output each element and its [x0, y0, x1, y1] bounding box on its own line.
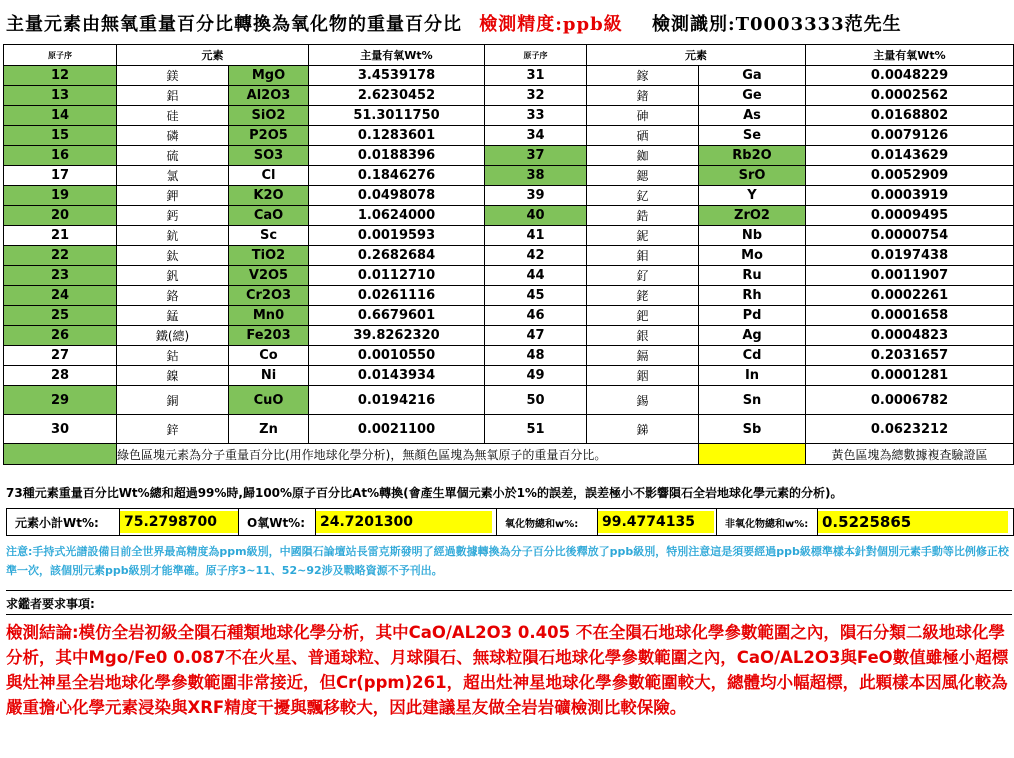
content-value-cell: 0.0079126 — [806, 126, 1014, 146]
divider — [6, 590, 1012, 591]
formula-cell: Zn — [229, 415, 309, 444]
content-value-cell: 0.2682684 — [309, 246, 485, 266]
element-name-cell: 鈀 — [587, 306, 699, 326]
formula-cell: Cd — [699, 346, 806, 366]
content-value-cell: 0.1283601 — [309, 126, 485, 146]
content-value-cell: 0.0011907 — [806, 266, 1014, 286]
atomic-no-cell: 13 — [4, 86, 117, 106]
table-row — [4, 166, 1014, 186]
table-row — [4, 266, 1014, 286]
formula-cell: SrO — [699, 166, 806, 186]
atomic-no-cell: 17 — [4, 166, 117, 186]
title-id: 檢測識別:T0003333范先生 — [651, 14, 902, 35]
content-value-cell: 0.0197438 — [806, 246, 1014, 266]
element-name-cell: 鈧 — [117, 226, 229, 246]
element-name-cell: 鉬 — [587, 246, 699, 266]
atomic-no-cell: 25 — [4, 306, 117, 326]
formula-cell: Al2O3 — [229, 86, 309, 106]
formula-cell: Cr2O3 — [229, 286, 309, 306]
table-row — [4, 86, 1014, 106]
table-row — [4, 126, 1014, 146]
element-name-cell: 銠 — [587, 286, 699, 306]
element-name-cell: 釔 — [587, 186, 699, 206]
element-name-cell: 鍶 — [587, 166, 699, 186]
formula-cell: Fe203 — [229, 326, 309, 346]
element-name-cell: 釕 — [587, 266, 699, 286]
element-name-cell: 砷 — [587, 106, 699, 126]
element-name-cell: 鋯 — [587, 206, 699, 226]
content-value-cell: 0.0009495 — [806, 206, 1014, 226]
content-value-cell: 0.0000754 — [806, 226, 1014, 246]
content-value-cell: 0.0168802 — [806, 106, 1014, 126]
atomic-no-cell: 42 — [485, 246, 587, 266]
table-row — [4, 366, 1014, 386]
atomic-no-cell: 39 — [485, 186, 587, 206]
element-name-cell: 錳 — [117, 306, 229, 326]
formula-cell: P2O5 — [229, 126, 309, 146]
element-name-cell: 鉻 — [117, 286, 229, 306]
header-element-right: 元素 — [587, 45, 806, 66]
table-row — [4, 186, 1014, 206]
formula-cell: Pd — [699, 306, 806, 326]
atomic-no-cell: 44 — [485, 266, 587, 286]
element-name-cell: 鉀 — [117, 186, 229, 206]
formula-cell: TiO2 — [229, 246, 309, 266]
formula-cell: Rb2O — [699, 146, 806, 166]
content-value-cell: 0.2031657 — [806, 346, 1014, 366]
content-value-cell: 51.3011750 — [309, 106, 485, 126]
table-row — [4, 226, 1014, 246]
atomic-no-cell: 34 — [485, 126, 587, 146]
content-value-cell: 39.8262320 — [309, 326, 485, 346]
formula-cell: Ag — [699, 326, 806, 346]
legend-row — [4, 444, 1014, 465]
green-legend-text: 綠色區塊元素為分子重量百分比(用作地球化學分析)，無顏色區塊為無氧原子的重量百分比。 — [117, 444, 699, 465]
element-name-cell: 硒 — [587, 126, 699, 146]
atomic-no-cell: 20 — [4, 206, 117, 226]
atomic-no-cell: 47 — [485, 326, 587, 346]
content-value-cell: 0.0048229 — [806, 66, 1014, 86]
atomic-no-cell: 27 — [4, 346, 117, 366]
element-name-cell: 銅 — [117, 386, 229, 415]
atomic-no-cell: 41 — [485, 226, 587, 246]
non-oxide-label: 非氧化物總和w%: — [725, 518, 809, 530]
content-value-cell: 0.0002261 — [806, 286, 1014, 306]
atomic-no-cell: 26 — [4, 326, 117, 346]
table-row — [4, 246, 1014, 266]
atomic-no-cell: 28 — [4, 366, 117, 386]
content-value-cell: 0.0006782 — [806, 386, 1014, 415]
non-oxide-value: 0.5225865 — [818, 511, 1008, 533]
yellow-legend-text: 黃色區塊為總數據複查驗證區 — [806, 444, 1014, 465]
formula-cell: Co — [229, 346, 309, 366]
element-name-cell: 釩 — [117, 266, 229, 286]
table-row — [4, 346, 1014, 366]
normalization-note: 73種元素重量百分比Wt%總和超過99%時,歸100%原子百分比At%轉換(會產生單個元素小於1%的誤差，誤差極小不影響隕石全岩地球化學元素的分析)。 — [6, 486, 843, 500]
element-name-cell: 銻 — [587, 415, 699, 444]
formula-cell: Sb — [699, 415, 806, 444]
formula-cell: Y — [699, 186, 806, 206]
oxygen-label: O氧Wt%: — [247, 515, 305, 530]
element-name-cell: 鎳 — [117, 366, 229, 386]
content-value-cell: 3.4539178 — [309, 66, 485, 86]
atomic-no-cell: 32 — [485, 86, 587, 106]
table-row — [4, 326, 1014, 346]
formula-cell: Cl — [229, 166, 309, 186]
atomic-no-cell: 33 — [485, 106, 587, 126]
formula-cell: Ru — [699, 266, 806, 286]
content-value-cell: 0.0623212 — [806, 415, 1014, 444]
atomic-no-cell: 14 — [4, 106, 117, 126]
formula-cell: SO3 — [229, 146, 309, 166]
page-title — [6, 8, 1006, 42]
atomic-no-cell: 16 — [4, 146, 117, 166]
atomic-no-cell: 40 — [485, 206, 587, 226]
requirements-label: 求鑑者要求事項: — [6, 597, 95, 611]
oxygen-value: 24.7201300 — [316, 511, 492, 533]
element-name-cell: 鈣 — [117, 206, 229, 226]
green-legend-swatch — [4, 444, 117, 465]
table-header-row — [4, 45, 1014, 66]
formula-cell: Ni — [229, 366, 309, 386]
atomic-no-cell: 51 — [485, 415, 587, 444]
content-value-cell: 1.0624000 — [309, 206, 485, 226]
atomic-no-cell: 30 — [4, 415, 117, 444]
formula-cell: V2O5 — [229, 266, 309, 286]
content-value-cell: 0.0188396 — [309, 146, 485, 166]
content-value-cell: 0.0002562 — [806, 86, 1014, 106]
oxide-total-value: 99.4774135 — [598, 511, 714, 533]
atomic-no-cell: 38 — [485, 166, 587, 186]
element-name-cell: 鈦 — [117, 246, 229, 266]
content-value-cell: 0.0003919 — [806, 186, 1014, 206]
element-name-cell: 銣 — [587, 146, 699, 166]
atomic-no-cell: 48 — [485, 346, 587, 366]
element-table — [3, 44, 1014, 465]
element-name-cell: 鎘 — [587, 346, 699, 366]
content-value-cell: 0.0261116 — [309, 286, 485, 306]
atomic-no-cell: 29 — [4, 386, 117, 415]
table-row — [4, 306, 1014, 326]
content-value-cell: 0.0498078 — [309, 186, 485, 206]
content-value-cell: 0.1846276 — [309, 166, 485, 186]
atomic-no-cell: 50 — [485, 386, 587, 415]
header-atomic-no-left: 原子序 — [4, 45, 117, 66]
formula-cell: Sn — [699, 386, 806, 415]
content-value-cell: 0.0143629 — [806, 146, 1014, 166]
precision-notice: 注意:手持式光譜設備目前全世界最高精度為ppm級別，中國隕石論壇站長雷克斯發明了經過數據轉換為分子百分比後釋放了ppb級別，特別注意這是須要經過ppb級標準樣本針對個別元素手動等比例修正校準一次，該個別元素ppb級別才能準確。原子序3~11、52~92涉及戰略資源不予刊出。 — [6, 545, 1009, 577]
yellow-legend-swatch — [699, 444, 806, 465]
title-precision: 檢測精度:ppb級 — [479, 14, 623, 35]
atomic-no-cell: 45 — [485, 286, 587, 306]
element-name-cell: 硫 — [117, 146, 229, 166]
content-value-cell: 0.0001658 — [806, 306, 1014, 326]
conclusion-text: 檢測結論:模仿全岩初級全隕石種類地球化學分析，其中CaO/AL2O3 0.405 不在全隕石地球化學參數範圍之內，隕石分類二級地球化學分析，其中Mgo/Fe0 0.087不在火星、普通球粒、月球隕石、無球粒隕石地球化學參數範圍之內，CaO/AL2O3與FeO數值雖極小超標與灶神星全岩地球化學參數範圍非常接近，但Cr(ppm)261，超出灶神星地球化學參數範圍較大，總體均小幅超標，此顆樣本因風化較為嚴重擔心化學元素浸染與XRF精度干擾與飄移較大，因此建議星友做全岩岩礦檢測比較保險。 — [6, 623, 1009, 717]
table-row — [4, 206, 1014, 226]
header-element-left: 元素 — [117, 45, 309, 66]
element-name-cell: 鋅 — [117, 415, 229, 444]
element-name-cell: 鍺 — [587, 86, 699, 106]
formula-cell: K2O — [229, 186, 309, 206]
element-name-cell: 磷 — [117, 126, 229, 146]
atomic-no-cell: 23 — [4, 266, 117, 286]
table-row — [4, 386, 1014, 415]
header-content-right: 主量有氧Wt% — [806, 45, 1014, 66]
table-row — [4, 106, 1014, 126]
formula-cell: Sc — [229, 226, 309, 246]
divider — [6, 614, 1012, 615]
content-value-cell: 0.0019593 — [309, 226, 485, 246]
element-name-cell: 硅 — [117, 106, 229, 126]
formula-cell: Rh — [699, 286, 806, 306]
atomic-no-cell: 19 — [4, 186, 117, 206]
element-name-cell: 銦 — [587, 366, 699, 386]
element-name-cell: 鈮 — [587, 226, 699, 246]
atomic-no-cell: 24 — [4, 286, 117, 306]
element-name-cell: 鎂 — [117, 66, 229, 86]
formula-cell: Mn0 — [229, 306, 309, 326]
content-value-cell: 0.0010550 — [309, 346, 485, 366]
element-name-cell: 錫 — [587, 386, 699, 415]
formula-cell: ZrO2 — [699, 206, 806, 226]
atomic-no-cell: 21 — [4, 226, 117, 246]
header-content-left: 主量有氧Wt% — [309, 45, 485, 66]
formula-cell: Nb — [699, 226, 806, 246]
element-subtotal-value: 75.2798700 — [120, 511, 238, 533]
atomic-no-cell: 12 — [4, 66, 117, 86]
table-row — [4, 66, 1014, 86]
formula-cell: Mo — [699, 246, 806, 266]
element-name-cell: 鐵(總) — [117, 326, 229, 346]
atomic-no-cell: 15 — [4, 126, 117, 146]
formula-cell: Ga — [699, 66, 806, 86]
atomic-no-cell: 49 — [485, 366, 587, 386]
formula-cell: SiO2 — [229, 106, 309, 126]
content-value-cell: 2.6230452 — [309, 86, 485, 106]
element-name-cell: 銀 — [587, 326, 699, 346]
oxide-total-label: 氧化物總和w%: — [505, 518, 579, 530]
element-name-cell: 鈷 — [117, 346, 229, 366]
formula-cell: MgO — [229, 66, 309, 86]
table-row — [4, 146, 1014, 166]
element-name-cell: 鋁 — [117, 86, 229, 106]
formula-cell: Ge — [699, 86, 806, 106]
atomic-no-cell: 22 — [4, 246, 117, 266]
content-value-cell: 0.0004823 — [806, 326, 1014, 346]
header-atomic-no-right: 原子序 — [485, 45, 587, 66]
formula-cell: Se — [699, 126, 806, 146]
element-subtotal-label: 元素小計Wt%: — [15, 515, 99, 530]
summary-row — [6, 508, 1014, 536]
atomic-no-cell: 46 — [485, 306, 587, 326]
content-value-cell: 0.0052909 — [806, 166, 1014, 186]
element-name-cell: 氯 — [117, 166, 229, 186]
content-value-cell: 0.0194216 — [309, 386, 485, 415]
content-value-cell: 0.0001281 — [806, 366, 1014, 386]
table-row — [4, 415, 1014, 444]
title-main: 主量元素由無氧重量百分比轉換為氧化物的重量百分比 — [6, 14, 462, 35]
element-name-cell: 鎵 — [587, 66, 699, 86]
atomic-no-cell: 31 — [485, 66, 587, 86]
content-value-cell: 0.0112710 — [309, 266, 485, 286]
content-value-cell: 0.6679601 — [309, 306, 485, 326]
formula-cell: CuO — [229, 386, 309, 415]
formula-cell: In — [699, 366, 806, 386]
formula-cell: As — [699, 106, 806, 126]
content-value-cell: 0.0021100 — [309, 415, 485, 444]
atomic-no-cell: 37 — [485, 146, 587, 166]
formula-cell: CaO — [229, 206, 309, 226]
content-value-cell: 0.0143934 — [309, 366, 485, 386]
table-row — [4, 286, 1014, 306]
